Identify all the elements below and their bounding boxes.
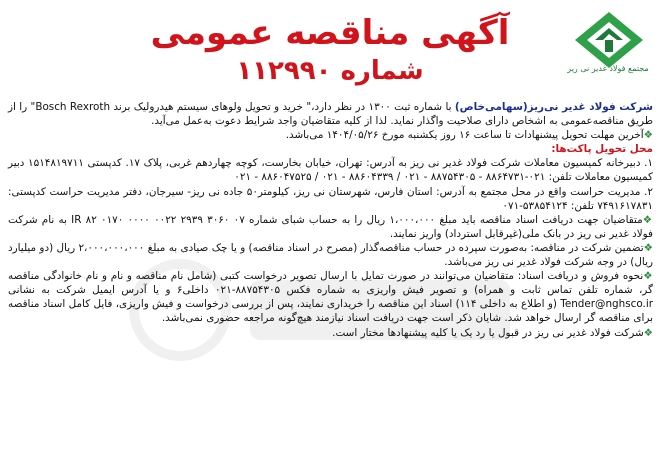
bullet-icon: ❖ (643, 326, 653, 339)
delivery-item-1: ۱. دبیرخانه کمیسیون معاملات شرکت فولاد غدیر نی ریز به آدرس: تهران، خیابان بخارست، کوچه چهاردهم غربی، پلاک ۱۷. کدپستی ۱۵۱۴۸۱۹۷۱۱ دبیر کمیسیون معاملات تلفن: ۰۲۱-۸۸۶۴۷۳۱ - ۸۸۷۵۴۳۰۵ - ۰۲۱ / ۸۸۶۰۴۳۳۹ - ۰۲۱ / ۸۸۶۰۴۷۵۲۵ - ۰۲۱ (8, 157, 653, 184)
delivery-item-2: ۲. مدیریت حراست واقع در محل مجتمع به آدرس: استان فارس، شهرستان نی ریز، کیلومتر۵۰ جاده نی ریز- سیرجان، دفتر مدیریت حراست کدپستی: ۷۴۹۱۶۱۷۸۳۱ تلفن: ۵۳۸۵۴۱۲۴-۰۷۱ (8, 185, 653, 212)
deadline-text: آخرین مهلت تحویل پیشنهادات تا ساعت ۱۶ روز یکشنبه مورخ ۱۴۰۴/۰۵/۲۶ می‌باشد. (285, 129, 644, 142)
payment-text: متقاضیان جهت دریافت اسناد مناقصه باید مبلغ ۱،۰۰۰،۰۰۰ ریال را به حساب شبای شماره IR ۸۲ ۰۱۷۰ ۰۰۰۰ ۰۰۲۲ ۲۹۳۹ ۳۰۶۰ ۰۷ به نام شرکت فولاد غدیر نی ریز در بانک ملی(غیرقابل استرداد) واریز نمایند. (8, 213, 653, 240)
deadline-paragraph (8, 128, 653, 142)
rights-paragraph (8, 326, 653, 340)
company-name: شرکت فولاد غدیر نی‌ریز(سهامی‌خاص) (454, 101, 654, 113)
sales-text: نحوه فروش و دریافت اسناد: متقاضیان می‌توانند در صورت تمایل با ارسال تصویر درخواست کتبی (شامل نام مناقصه و نام و نام خانوادگی مناقصه گر، شماره تلفن تماس ثابت و همراه) و تصویر فیش واریزی به شماره فکس ۸۸۷۵۴۳۰۵-۰۲۱ داخلی۶ و یا آدرس ایمیل شرکت به نشانی Tender@nghsco.ir (و اطلاع به داخلی ۱۱۴) اسناد این مناقصه را خریداری نمایند، پس از بررسی درخواست و فیش واریزی، فایل کامل اسناد مناقصه برای مناقصه گر ارسال خواهد شد. شایان ذکر است جهت دریافت اسناد نیازمند هیچ‌گونه مراجعه حضوری نمی‌باشد. (8, 270, 653, 325)
sales-paragraph (8, 269, 653, 325)
payment-paragraph (8, 213, 653, 241)
notice-body (8, 100, 653, 340)
company-logo (565, 6, 653, 86)
notice-title: آگهی مناقصه عمومی (150, 13, 510, 53)
notice-number: شماره ۱۱۲۹۹۰ (236, 56, 424, 86)
bullet-icon: ❖ (642, 213, 653, 226)
delivery-heading: محل تحویل پاکت‌ها: (551, 143, 653, 156)
bullet-icon: ❖ (643, 129, 653, 142)
intro-text: با شماره ثبت ۱۳۰۰ در نظر دارد،" خرید و تحویل ولوهای سیستم هیدرولیک برند Bosch Rexroth" را از طریق مناقصه‌عمومی به اشخاص دارای صلاحیت واگذار نماید. لذا از کلیه متقاضیان واجد شرایط دعوت به‌عمل می‌آید. (8, 101, 653, 128)
logo-caption: مجتمع فولاد غدیر نی ریز (567, 64, 649, 73)
guarantee-text: تضمین شرکت در مناقصه: به‌صورت سپرده در حساب مناقصه‌گذار (مصرح در اسناد مناقصه) و یا چک صیادی به مبلغ ۲،۰۰۰،۰۰۰،۰۰۰ ریال (دو میلیارد ریال) در وجه شرکت فولاد غدیر نی ریز می‌باشد. (8, 241, 653, 269)
bullet-icon: ❖ (643, 241, 653, 254)
rights-text: شرکت فولاد غدیر نی ریز در قبول یا رد یک یا کلیه پیشنهادها مختار است. (332, 326, 644, 339)
guarantee-paragraph (8, 241, 653, 269)
bullet-icon: ❖ (643, 270, 653, 283)
intro-paragraph (8, 100, 653, 128)
